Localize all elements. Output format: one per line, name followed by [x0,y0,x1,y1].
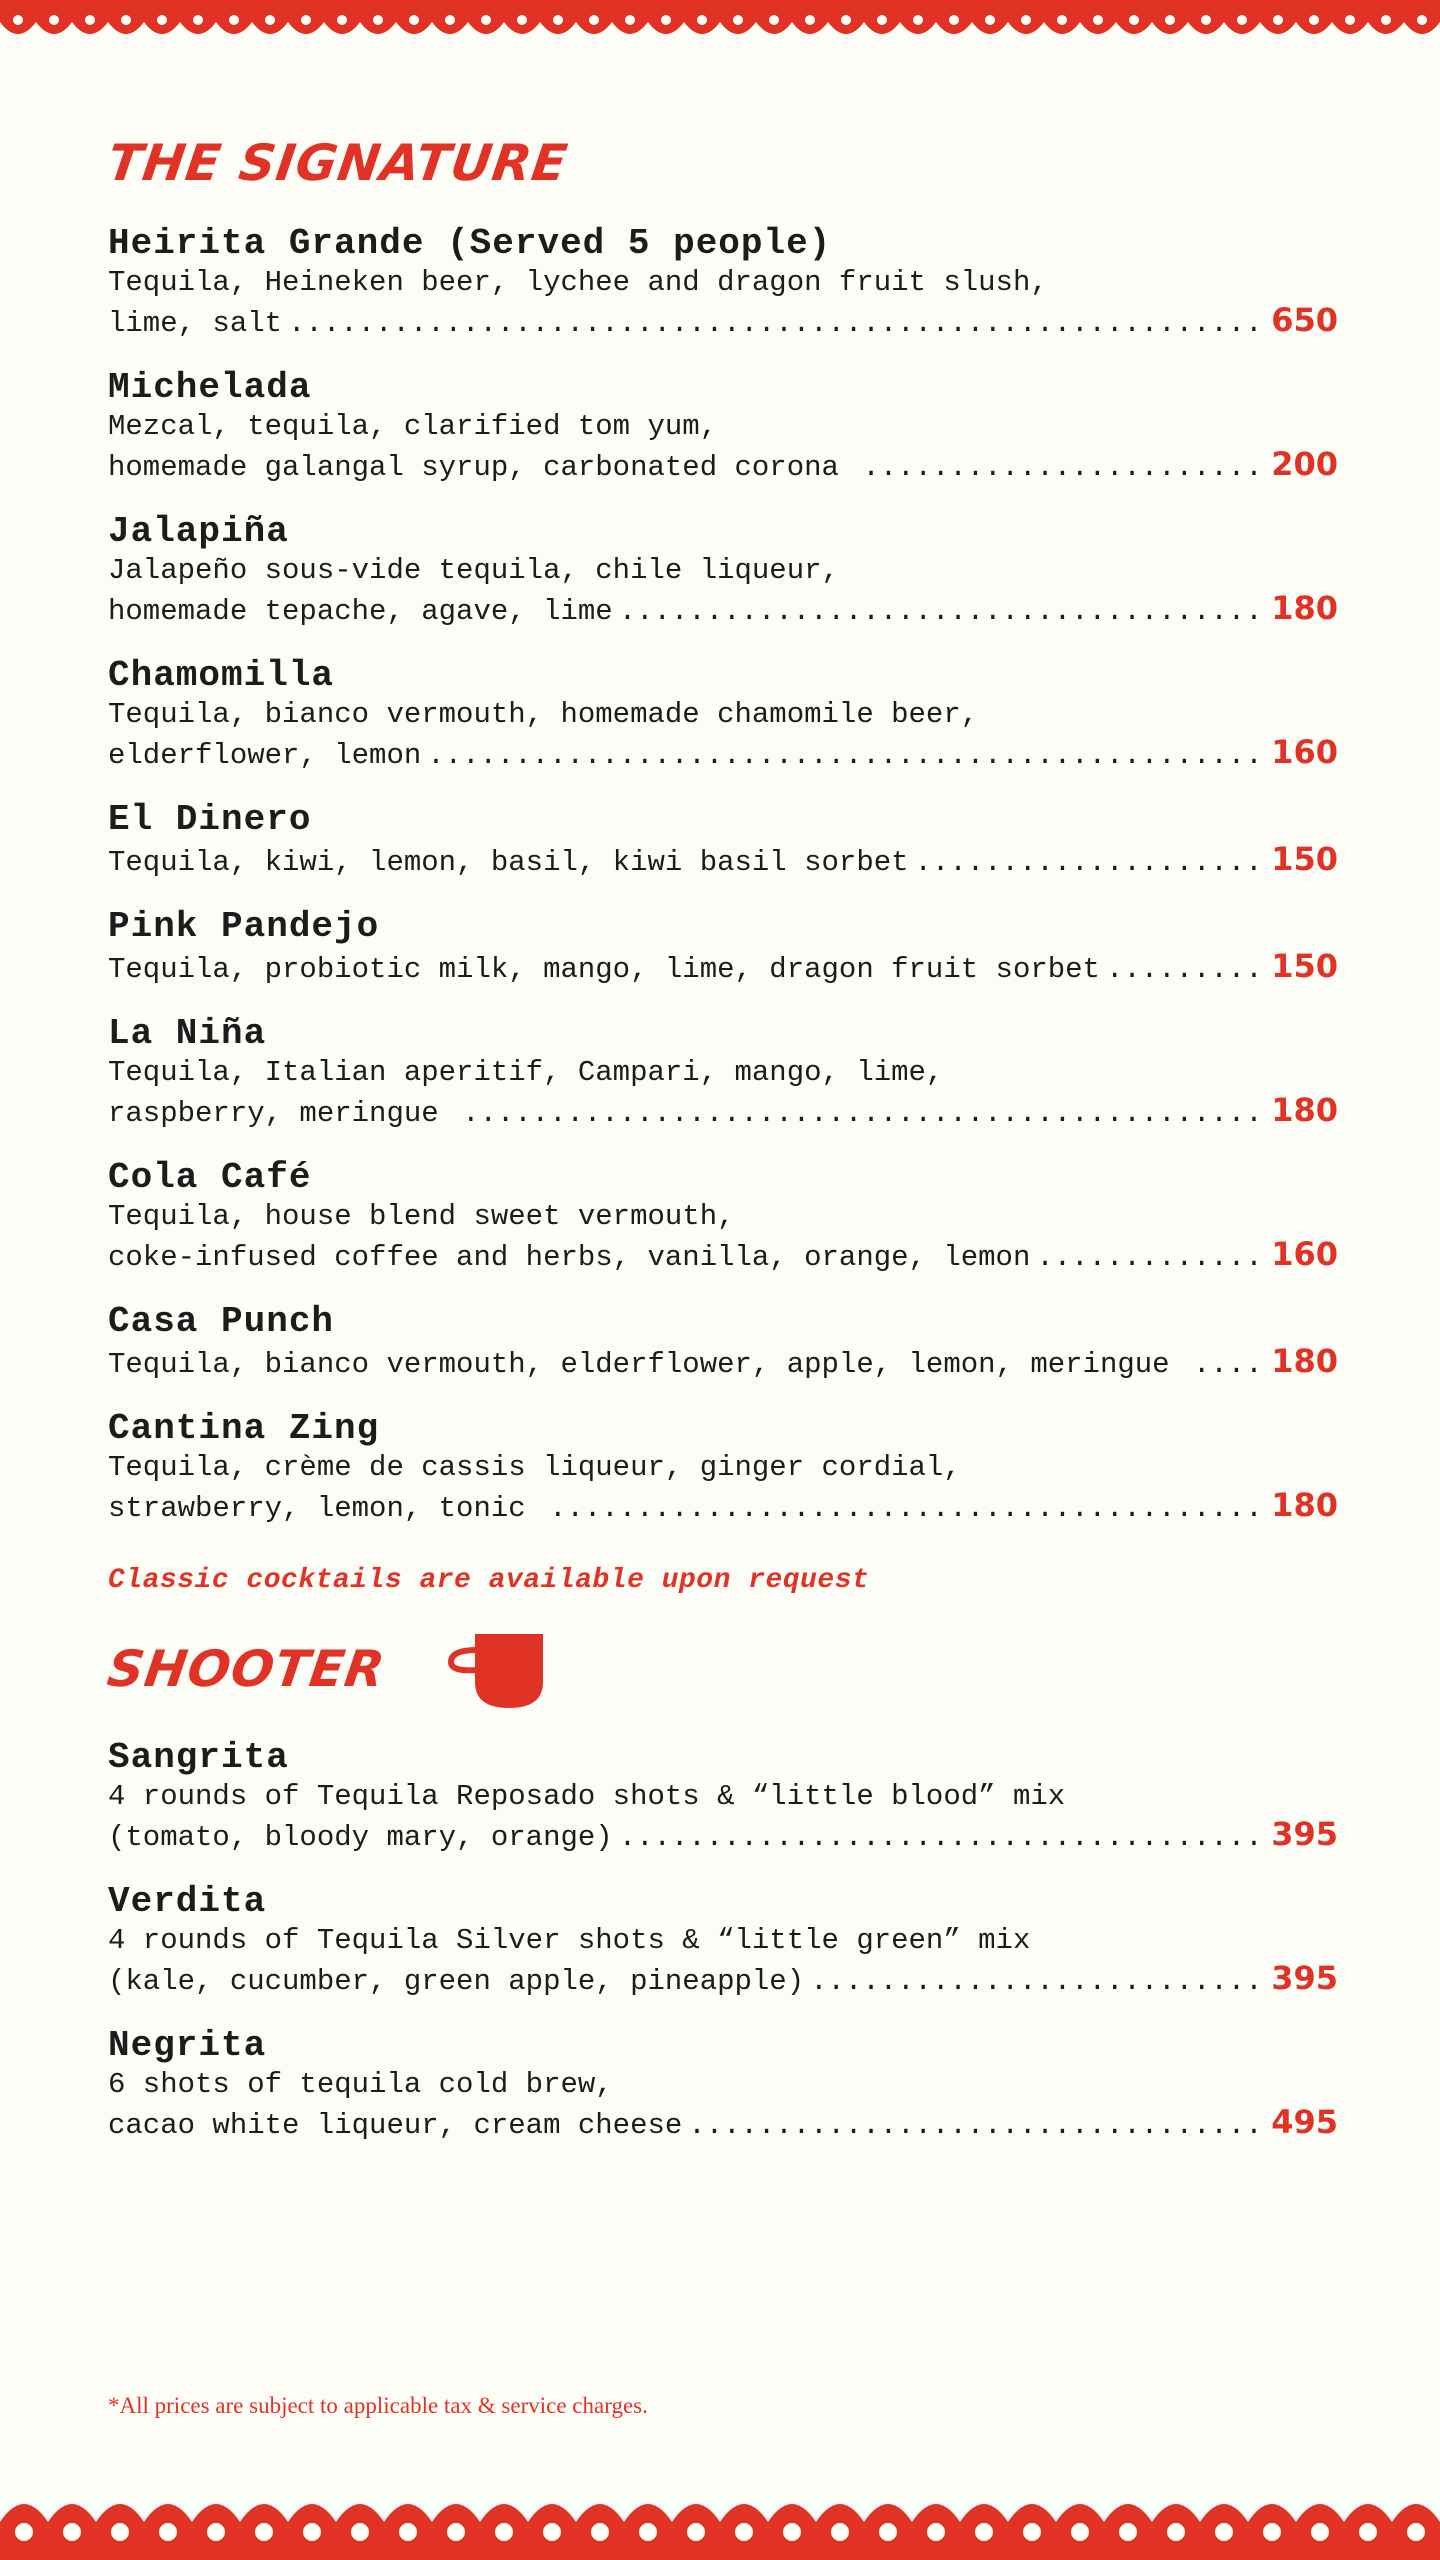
section-title-signature: THE SIGNATURE [103,134,572,192]
item-price-row [108,947,1338,988]
section-title-shooter: SHOOTER [103,1640,389,1698]
item-price-row [108,589,1338,630]
menu-item [108,1158,1338,1276]
dot-leader [688,2107,1265,2144]
item-price: 180 [1271,1342,1338,1380]
item-description: coke-infused coffee and herbs, vanilla, orange, lemon [108,1241,1031,1274]
item-description: 6 shots of tequila cold brew, [108,2068,613,2101]
item-price-row [108,2103,1338,2144]
item-description: homemade tepache, agave, lime [108,595,613,628]
shooter-header [103,1626,1338,1712]
menu-item [108,1882,1338,2000]
item-price: 180 [1271,589,1338,627]
item-name: La Niña [108,1013,267,1054]
item-name: Sangrita [108,1737,289,1778]
item-description: Tequila, crème de cassis liqueur, ginger cordial, [108,1451,961,1484]
item-description: Jalapeño sous-vide tequila, chile liqueur, [108,554,839,587]
item-description: 4 rounds of Tequila Reposado shots & “little blood” mix [108,1780,1066,1813]
item-description: Tequila, house blend sweet vermouth, [108,1200,735,1233]
item-price-row [108,1959,1338,2000]
item-description: Mezcal, tequila, clarified tom yum, [108,410,718,443]
item-description: cacao white liqueur, cream cheese [108,2109,683,2142]
menu-item [108,224,1338,342]
item-price: 395 [1271,1815,1338,1853]
menu-content [103,128,1338,2144]
decorative-border-bottom [0,2480,1440,2560]
item-price: 180 [1271,1091,1338,1129]
item-name: Pink Pandejo [108,906,380,947]
item-price-row [108,1342,1338,1383]
item-price-row [108,1235,1338,1276]
menu-item [108,368,1338,486]
dot-leader [1106,951,1265,988]
tax-service-note: *All prices are subject to applicable tax & service charges. [108,2393,648,2418]
menu-item [108,1014,1338,1132]
dot-leader [288,305,1265,342]
item-description: Tequila, Italian aperitif, Campari, mango, lime, [108,1056,944,1089]
dot-leader [810,1963,1265,2000]
dot-leader [915,844,1266,881]
item-price: 650 [1271,301,1338,339]
item-price-row [108,445,1338,486]
item-description: Tequila, probiotic milk, mango, lime, dragon fruit sorbet [108,953,1100,986]
menu-item [108,512,1338,630]
menu-item [108,656,1338,774]
menu-item [108,2026,1338,2144]
signature-list [108,224,1338,1527]
item-price: 160 [1271,1235,1338,1273]
dot-leader [549,1490,1265,1527]
menu-item [108,1738,1338,1856]
dot-leader [862,449,1265,486]
menu-item [108,1409,1338,1527]
item-description: homemade galangal syrup, carbonated corona [108,451,857,484]
shooter-list [108,1738,1338,2144]
item-price: 200 [1271,445,1338,483]
item-price: 160 [1271,733,1338,771]
item-price-row [108,301,1338,342]
item-name: Cola Café [108,1157,312,1198]
item-name: Michelada [108,367,312,408]
menu-item [108,907,1338,988]
item-price-row [108,733,1338,774]
item-price-row [108,840,1338,881]
item-name: Cantina Zing [108,1408,380,1449]
item-description: lime, salt [108,307,283,340]
item-description: strawberry, lemon, tonic [108,1492,544,1525]
item-name: Jalapiña [108,511,289,552]
menu-item [108,1302,1338,1383]
item-description: Tequila, bianco vermouth, elderflower, apple, lemon, meringue [108,1348,1187,1381]
item-description: Tequila, Heineken beer, lychee and dragon fruit slush, [108,266,1048,299]
item-price-row [108,1091,1338,1132]
decorative-border-top [0,0,1440,56]
dot-leader [1193,1346,1265,1383]
item-price: 150 [1271,840,1338,878]
item-description: (kale, cucumber, green apple, pineapple) [108,1965,805,1998]
cup-icon [447,1630,547,1712]
item-price-row [108,1486,1338,1527]
item-price: 395 [1271,1959,1338,1997]
item-name: Heirita Grande (Served 5 people) [108,223,832,264]
item-price: 495 [1271,2103,1338,2141]
item-name: El Dinero [108,799,312,840]
classic-cocktails-note: Classic cocktails are available upon request [108,1565,870,1596]
item-price-row [108,1815,1338,1856]
item-description: Tequila, bianco vermouth, homemade chamomile beer, [108,698,979,731]
item-description: 4 rounds of Tequila Silver shots & “little green” mix [108,1924,1031,1957]
dot-leader [427,737,1265,774]
item-description: raspberry, meringue [108,1097,457,1130]
item-name: Chamomilla [108,655,335,696]
menu-item [108,800,1338,881]
item-price: 150 [1271,947,1338,985]
item-name: Verdita [108,1881,267,1922]
item-name: Casa Punch [108,1301,335,1342]
dot-leader [619,1819,1266,1856]
item-description: Tequila, kiwi, lemon, basil, kiwi basil sorbet [108,846,909,879]
dot-leader [1036,1239,1265,1276]
item-description: (tomato, bloody mary, orange) [108,1821,613,1854]
item-price: 180 [1271,1486,1338,1524]
item-description: elderflower, lemon [108,739,422,772]
dot-leader [462,1095,1265,1132]
item-name: Negrita [108,2025,267,2066]
dot-leader [619,593,1266,630]
